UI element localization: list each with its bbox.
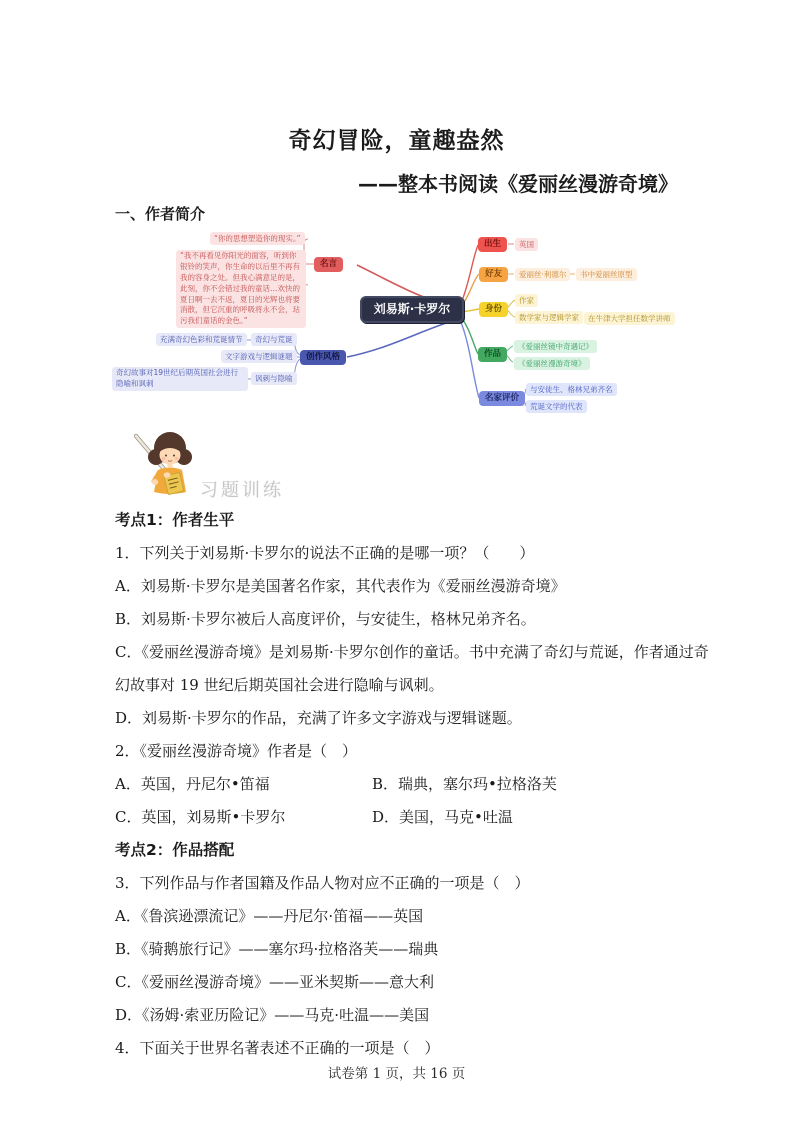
question-2-option-a: A．英国，丹尼尔•笛福 (115, 775, 270, 793)
question-3-option-a: A．《鲁滨逊漂流记》——丹尼尔·笛福——英国 (115, 907, 424, 925)
mindmap-node-birth: 出生 (478, 237, 507, 252)
mindmap-node-quotes: 名言 (314, 257, 343, 272)
page-footer: 试卷第 1 页，共 16 页 (327, 1066, 466, 1082)
exercise-banner: 习题训练 (200, 480, 284, 501)
question-3-option-d: D．《汤姆·索亚历险记》——马克·吐温——美国 (115, 1006, 430, 1024)
mindmap-quote-short: “你的思想塑造你的现实。” (210, 232, 305, 245)
mindmap-center-topic: 刘易斯·卡罗尔 (360, 296, 464, 323)
mindmap-node-critics: 名家评价 (479, 391, 525, 406)
question-3-option-b: B．《骑鹅旅行记》——塞尔玛·拉格洛芙——瑞典 (115, 940, 439, 958)
question-1-option-a: A．刘易斯·卡罗尔是美国著名作家，其代表作为《爱丽丝漫游奇境》 (115, 577, 566, 595)
question-2-option-d: D．美国，马克•吐温 (372, 808, 513, 826)
question-3-option-c: C．《爱丽丝漫游奇境》——亚米契斯——意大利 (115, 973, 434, 991)
question-2-options-row1 (115, 768, 683, 801)
mindmap-leaf-alice-prototype: 书中爱丽丝原型 (576, 268, 637, 281)
mindmap-leaf-looking-glass: 《爱丽丝镜中奇遇记》 (514, 340, 597, 353)
mindmap-quote-long: “我不再看见你阳光的面容，听到你银铃的笑声，你生命的以后里不再有我的容身之处。但我心满意足的是，此刻，你不会错过我的童话…欢快的夏日啊一去不返，夏日的光辉也将要消散，但它沉重的呼吸将永不会，玷污我们童话的金色。” (176, 250, 306, 328)
page-subtitle: ——整本书阅读《爱丽丝漫游奇境》 (358, 172, 678, 196)
mindmap-leaf-britain: 英国 (515, 238, 538, 251)
question-1-stem: 1．下列关于刘易斯·卡罗尔的说法不正确的是哪一项？（ ） (115, 544, 535, 562)
question-4-stem: 4．下面关于世界名著表述不正确的一项是（ ） (115, 1039, 440, 1057)
mindmap-node-style: 创作风格 (300, 350, 346, 365)
mindmap-leaf-andersen-grimm: 与安徒生、格林兄弟齐名 (526, 383, 617, 396)
mindmap-leaf-writer: 作家 (515, 294, 538, 307)
question-2-option-b: B．瑞典，塞尔玛•拉格洛芙 (372, 775, 557, 793)
question-1-option-b: B．刘易斯·卡罗尔被后人高度评价，与安徒生，格林兄弟齐名。 (115, 610, 536, 628)
mindmap-leaf-fantasy-note: 充满奇幻色彩和荒诞情节 (156, 333, 247, 346)
mindmap-leaf-absurd-literature: 荒诞文学的代表 (526, 400, 587, 413)
mindmap-leaf-mathematician: 数学家与逻辑学家 (515, 311, 583, 324)
mindmap-node-friend: 好友 (479, 267, 508, 282)
question-1-option-d: D．刘易斯·卡罗尔的作品，充满了许多文字游戏与逻辑谜题。 (115, 709, 522, 727)
question-2-option-c: C．英国，刘易斯•卡罗尔 (115, 808, 286, 826)
page-title: 奇幻冒险，童趣盎然 (288, 128, 505, 154)
question-1-option-c-line1: C．《爱丽丝漫游奇境》是刘易斯·卡罗尔创作的童话。书中充满了奇幻与荒诞，作者通过奇 (115, 643, 709, 661)
mindmap-leaf-fantasy: 奇幻与荒诞 (251, 333, 297, 346)
mindmap-leaf-satire: 讽刺与隐喻 (251, 372, 297, 385)
kaodian1-heading: 考点1：作者生平 (115, 511, 235, 529)
question-2-options-row2 (115, 801, 683, 834)
section-heading-author-intro: 一、作者简介 (115, 205, 206, 223)
mindmap-leaf-oxford-lecturer: 在牛津大学担任数学讲师 (584, 312, 675, 325)
mindmap-leaf-satire-note: 奇幻故事对19世纪后期英国社会进行隐喻和讽刺 (112, 367, 248, 391)
question-1-option-c-line2: 幻故事对 19 世纪后期英国社会进行隐喻与讽刺。 (115, 676, 444, 694)
kaodian2-heading: 考点2：作品搭配 (115, 841, 235, 859)
mindmap-leaf-wonderland: 《爱丽丝漫游奇境》 (514, 357, 590, 370)
mindmap-node-works: 作品 (478, 347, 507, 362)
mindmap-node-identity: 身份 (479, 302, 508, 317)
author-mindmap (110, 228, 695, 424)
question-2-stem: 2．《爱丽丝漫游奇境》作者是（ ） (115, 742, 358, 760)
mindmap-leaf-wordplay: 文字游戏与逻辑谜题 (221, 350, 297, 363)
question-3-stem: 3．下列作品与作者国籍及作品人物对应不正确的一项是（ ） (115, 874, 530, 892)
teacher-illustration-icon (130, 424, 206, 500)
mindmap-leaf-alice-liddell: 爱丽丝·利德尔 (515, 268, 570, 281)
exercise-body (115, 504, 709, 1065)
